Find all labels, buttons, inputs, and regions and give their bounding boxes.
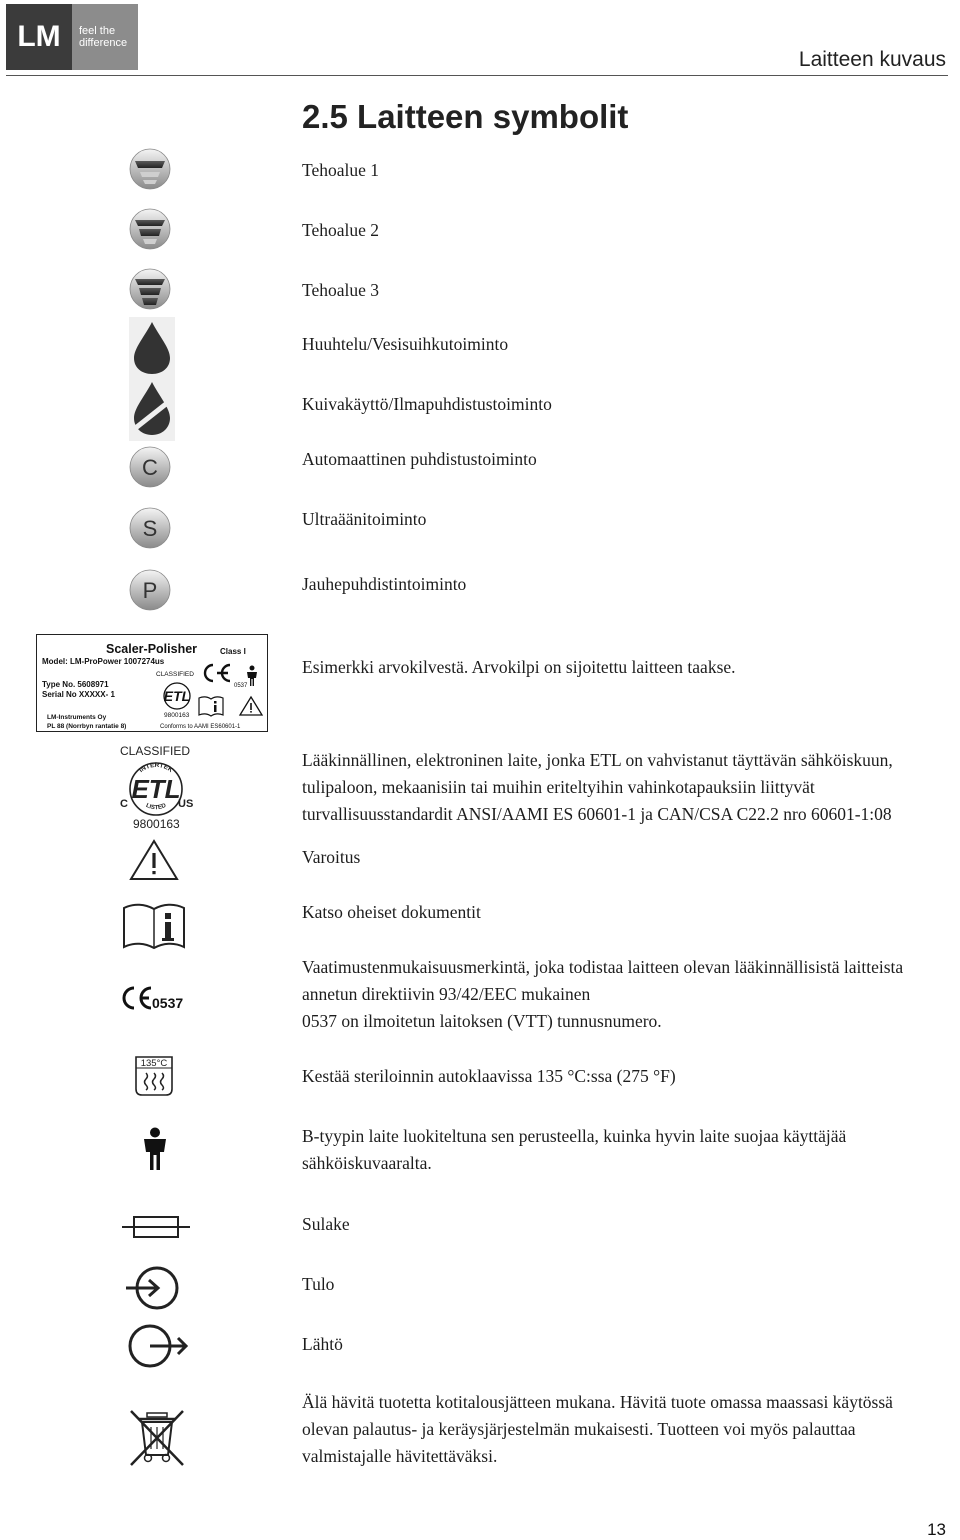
- power-zone-2-icon: [129, 208, 171, 250]
- plate-type-b-icon: [245, 665, 259, 687]
- section-title: Laitteen kuvaus: [798, 48, 946, 71]
- autoclave-temperature: 135°C: [140, 1058, 168, 1069]
- symbol-description-input: Tulo: [302, 1274, 335, 1294]
- letter-s-icon: [129, 507, 171, 549]
- symbol-description-fuse: Sulake: [302, 1214, 350, 1234]
- etl-listed-text: LISTED: [144, 802, 168, 812]
- plate-serial-number: Serial No XXXXX- 1: [42, 690, 115, 699]
- symbol-description-auto-clean: Automaattinen puhdistustoiminto: [302, 449, 537, 469]
- output-icon: [124, 1322, 188, 1370]
- plate-conforms: Conforms to AAMI ES60601-1: [160, 724, 241, 730]
- plate-type-number: Type No. 5608971: [42, 680, 109, 689]
- plate-title: Scaler-Polisher: [106, 642, 198, 656]
- ce-mark-icon: [120, 984, 154, 1012]
- symbol-description-powder: Jauhepuhdistintoiminto: [302, 574, 467, 594]
- power-zone-3-icon: [129, 268, 171, 310]
- plate-company: LM-Instruments Oy: [47, 714, 107, 721]
- ce-notified-body-number: 0537: [152, 995, 184, 1011]
- symbol-description-power-zone-1: Tehoalue 1: [302, 160, 380, 180]
- letter-p-icon: [129, 569, 171, 611]
- symbol-description-ce: Vaatimustenmukaisuusmerkintä, joka todistaa laitteen olevan lääkinnällisistä laitteista annetun direktiivin 93/42/EEC mukainen: [302, 957, 904, 1004]
- plate-etl-icon: [159, 681, 195, 711]
- symbol-description-power-zone-2: Tehoalue 2: [302, 220, 380, 240]
- plate-model: Model: LM-ProPower 1007274us: [42, 657, 165, 666]
- svg-text:ETL: ETL: [163, 688, 191, 704]
- rating-plate: [36, 634, 268, 732]
- autoclave-icon: [134, 1055, 174, 1097]
- etl-number: 9800163: [133, 817, 180, 831]
- symbol-description-warning: Varoitus: [302, 847, 361, 867]
- letter-c-icon: [129, 446, 171, 488]
- plate-warning-icon: [238, 695, 264, 717]
- water-drop-icon: [131, 320, 173, 376]
- fuse-icon: [120, 1212, 192, 1242]
- letter-c-text: C: [142, 455, 158, 480]
- symbol-description-documents: Katso oheiset dokumentit: [302, 902, 481, 922]
- etl-mark-icon: [118, 760, 194, 818]
- page-title: 2.5 Laitteen symbolit: [302, 98, 629, 135]
- weee-icon: [125, 1405, 189, 1469]
- symbol-description-type-b: B-tyypin laite luokiteltuna sen perusteella, kuinka hyvin laite suojaa käyttäjää sähköiskuvaaralta.: [302, 1126, 847, 1173]
- etl-us-label: US: [178, 798, 194, 810]
- letter-s-text: S: [142, 516, 158, 541]
- logo-mark: LM: [6, 4, 72, 70]
- symbol-description-dry: Kuivakäyttö/Ilmapuhdistustoiminto: [302, 394, 552, 414]
- consult-documents-icon: [121, 900, 187, 952]
- header-divider: [6, 75, 948, 76]
- plate-ce-number: 0537: [234, 683, 248, 689]
- plate-etl-number: 9800163: [164, 712, 190, 719]
- etl-intertek-text: INTERTEK: [137, 761, 174, 775]
- dry-mode-icon: [131, 380, 173, 438]
- plate-classified: CLASSIFIED: [156, 671, 194, 678]
- type-b-icon: [140, 1127, 170, 1171]
- plate-address: PL 88 (Norrbyn rantatie 8): [47, 723, 127, 730]
- brand-logo: [6, 4, 138, 70]
- plate-ce-icon: [200, 662, 236, 684]
- plate-class: Class I: [220, 647, 246, 656]
- symbol-description-etl: Lääkinnällinen, elektroninen laite, jonka ETL on vahvistanut täyttävän sähköiskuun, tulipaloon, mekaanisiin tai muihin eriteltyihin vahinkotapauksiin liittyvät turvallisuusstandardit ANSI/AAMI ES 60601-1 ja CAN/CSA C22.2 nro 60601-1:08: [302, 750, 893, 824]
- symbol-description-ultrasonic: Ultraäänitoiminto: [302, 509, 427, 529]
- symbol-description-water: Huuhtelu/Vesisuihkutoiminto: [302, 334, 509, 354]
- symbol-description-autoclave: Kestää steriloinnin autoklaavissa 135 °C:ssa (275 °F): [302, 1066, 676, 1086]
- logo-tagline-line-1: feel the: [79, 25, 116, 37]
- symbol-description-output: Lähtö: [302, 1334, 343, 1354]
- warning-triangle-icon: [128, 838, 180, 882]
- etl-classified-label: CLASSIFIED: [120, 744, 191, 758]
- power-zone-1-icon: [129, 148, 171, 190]
- symbol-description-rating-plate: Esimerkki arvokilvestä. Arvokilpi on sijoitettu laitteen taakse.: [302, 657, 736, 677]
- symbol-description-ce-notified-body: 0537 on ilmoitetun laitoksen (VTT) tunnusnumero.: [302, 1011, 662, 1031]
- symbol-description-weee: Älä hävitä tuotetta kotitalousjätteen mukana. Hävitä tuote omassa maassasi käytössä olevan palautus- ja keräysjärjestelmän mukaisesti. Tuotteen voi myös palauttaa valmistajalle hävitettäväksi.: [302, 1392, 893, 1466]
- svg-text:ETL: ETL: [131, 774, 181, 804]
- logo-tagline-line-2: difference: [79, 37, 128, 49]
- svg-text:INTERTEK: [138, 762, 174, 774]
- logo-tagline: [72, 4, 138, 70]
- letter-p-text: P: [142, 578, 158, 603]
- plate-documents-icon: [197, 695, 225, 717]
- page-number: 13: [927, 1520, 946, 1539]
- etl-c-label: C: [120, 798, 128, 810]
- input-icon: [124, 1264, 188, 1312]
- symbol-description-power-zone-3: Tehoalue 3: [302, 280, 380, 300]
